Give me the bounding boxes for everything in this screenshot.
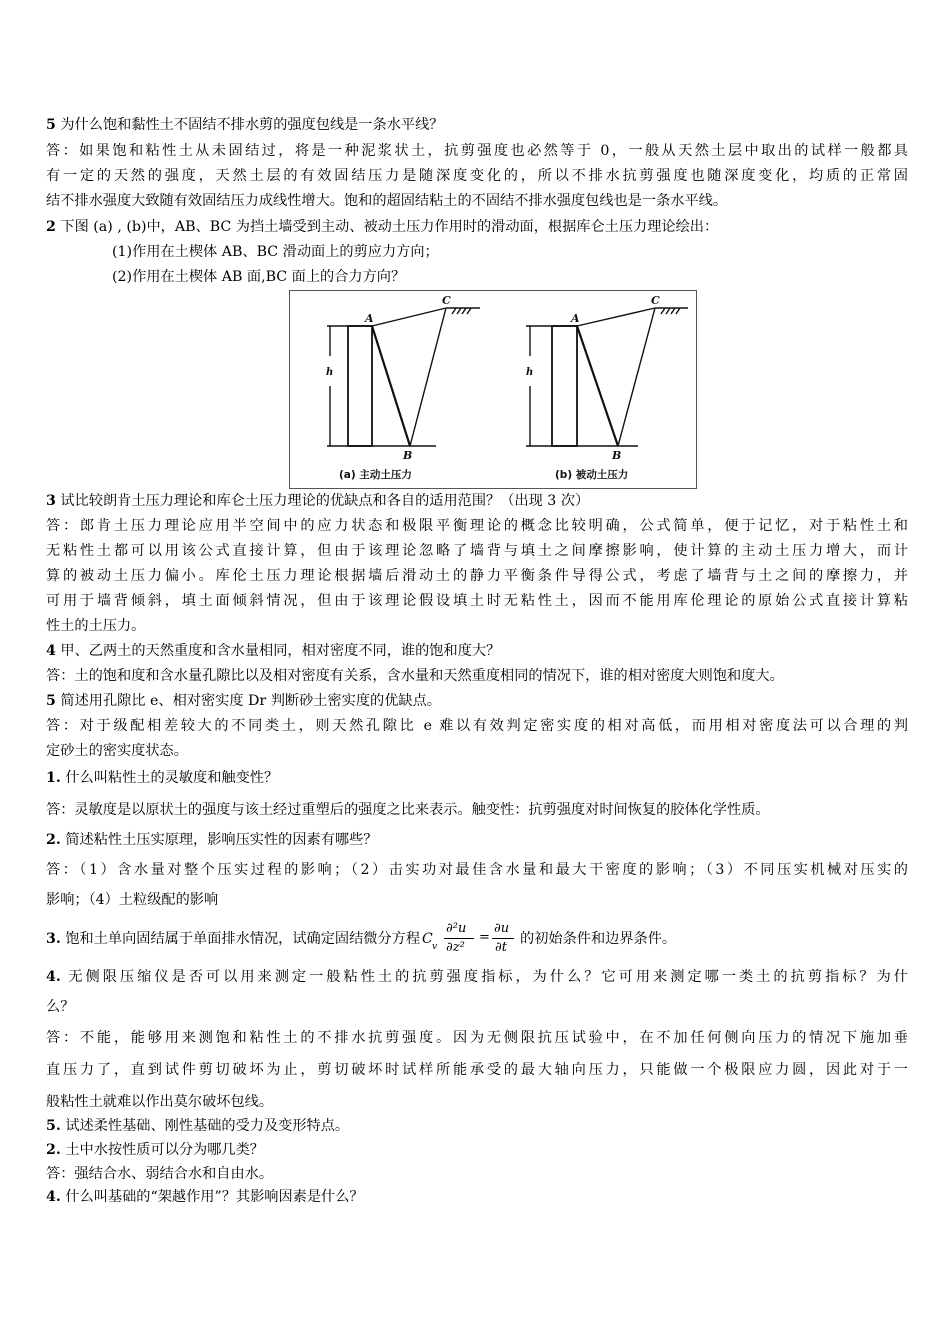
question-heading xyxy=(46,1140,264,1160)
question-text: 什么叫基础的“架越作用”？其影响因素是什么？ xyxy=(65,1189,364,1205)
question-heading xyxy=(46,967,908,987)
point-label-b: B xyxy=(403,449,413,462)
sub-question: (2)作用在土楔体 AB 面,BC 面上的合力方向？ xyxy=(112,269,406,285)
question-heading xyxy=(46,691,441,711)
question-heading xyxy=(46,641,500,661)
question-text: 么？ xyxy=(46,999,75,1015)
answer-line: 答：如果饱和粘性土从未固结过，将是一种泥浆状土，抗剪强度也必然等于 0，一般从天然土层中取出的试样一般都具 xyxy=(46,143,908,159)
question-heading xyxy=(46,768,278,788)
answer-line: 答：强结合水、弱结合水和自由水。 xyxy=(46,1166,274,1182)
answer-line: 性土的土压力。 xyxy=(46,618,146,634)
point-label-a: A xyxy=(571,312,580,325)
answer-line: 直压力了，直到试件剪切破坏为止，剪切破坏时试样所能承受的最大轴向压力，只能做一个极限应力圆，因此对于一 xyxy=(46,1062,908,1078)
height-label: h xyxy=(326,367,334,378)
question-number: 2. xyxy=(46,832,61,848)
question-number: 4. xyxy=(46,1189,61,1205)
answer-line: 算的被动土压力偏小。库伦土压力理论根据墙后滑动土的静力平衡条件导得公式，考虑了墙背与土之间的摩擦力，并 xyxy=(46,568,908,584)
consolidation-equation xyxy=(422,921,518,957)
equation-subscript: v xyxy=(432,942,438,952)
question-number: 5 xyxy=(46,117,56,133)
question-text: 的初始条件和边界条件。 xyxy=(520,931,677,947)
question-heading xyxy=(46,1116,349,1136)
answer-line: 答：灵敏度是以原状土的强度与该土经过重塑后的强度之比来表示。触变性：抗剪强度对时间恢复的胶体化学性质。 xyxy=(46,802,770,818)
question-text: 简述用孔隙比 e、相对密实度 Dr 判断砂土密实度的优缺点。 xyxy=(60,693,441,709)
figure-caption-a: (a) 主动土压力 xyxy=(339,469,412,481)
equation-equals: = xyxy=(479,930,490,945)
equation-denominator: ∂z² xyxy=(446,940,465,955)
question-number: 3. xyxy=(46,931,61,947)
question-number: 1. xyxy=(46,770,61,786)
answer-line: 影响；（4）土粒级配的影响 xyxy=(46,892,219,908)
question-text: 饱和土单向固结属于单面排水情况，试确定固结微分方程 xyxy=(65,931,421,947)
answer-line: 答：对于级配相差较大的不同类土，则天然孔隙比 e 难以有效判定密实度的相对高低，而用相对密度法可以合理的判 xyxy=(46,718,908,734)
equation-numerator: ∂u xyxy=(494,921,510,936)
height-label: h xyxy=(526,367,534,378)
question-number: 5 xyxy=(46,693,56,709)
equation-denominator: ∂t xyxy=(495,940,507,955)
question-text: 无侧限压缩仪是否可以用来测定一般粘性土的抗剪强度指标，为什么？它可用来测定哪一类土的抗剪指标？为什 xyxy=(68,969,908,985)
question-text: 什么叫粘性土的灵敏度和触变性？ xyxy=(65,770,279,786)
answer-line: 无粘性土都可以用该公式直接计算，但由于该理论忽略了墙背与填土之间摩擦影响，使计算的主动土压力增大，而计 xyxy=(46,543,908,559)
answer-line: 可用于墙背倾斜，填土面倾斜情况，但由于该理论假设填土时无粘性土，因而不能用库伦理论的原始公式直接计算粘 xyxy=(46,593,908,609)
question-number: 3 xyxy=(46,493,56,509)
answer-line: 答：郎肯土压力理论应用半空间中的应力状态和极限平衡理论的概念比较明确，公式简单，便于记忆，对于粘性土和 xyxy=(46,518,908,534)
answer-line: 答：不能，能够用来测饱和粘性土的不排水抗剪强度。因为无侧限抗压试验中，在不加任何侧向压力的情况下施加垂 xyxy=(46,1030,908,1046)
question-number: 2 xyxy=(46,219,56,235)
answer-line: 般粘性土就难以作出莫尔破坏包线。 xyxy=(46,1094,274,1110)
answer-line: 定砂土的密实度状态。 xyxy=(46,743,188,759)
point-label-a: A xyxy=(365,312,374,325)
question-text: 甲、乙两土的天然重度和含水量相同，相对密度不同，谁的饱和度大？ xyxy=(60,643,501,659)
answer-line: 答：（1）含水量对整个压实过程的影响；（2）击实功对最佳含水量和最大干密度的影响；（3）不同压实机械对压实的 xyxy=(46,862,908,878)
question-text: 简述粘性土压实原理，影响压实性的因素有哪些？ xyxy=(65,832,378,848)
question-heading xyxy=(46,830,377,850)
question-number: 4 xyxy=(46,643,56,659)
point-label-b: B xyxy=(612,449,622,462)
answer-line: 答：土的饱和度和含水量孔隙比以及相对密度有关系，含水量和天然重度相同的情况下，谁的相对密度大则饱和度大。 xyxy=(46,668,784,684)
question-heading xyxy=(46,491,589,511)
answer-line: 结不排水强度大致随有效固结压力成线性增大。饱和的超固结粘土的不固结不排水强度包线也是一条水平线。 xyxy=(46,193,728,209)
sub-question: (1)作用在土楔体 AB、BC 滑动面上的剪应力方向； xyxy=(112,244,439,260)
figure-caption-b: (b) 被动土压力 xyxy=(555,469,629,481)
point-label-c: C xyxy=(651,294,660,307)
question-text: 试述柔性基础、刚性基础的受力及变形特点。 xyxy=(65,1118,350,1134)
question-heading xyxy=(46,217,718,237)
question-heading xyxy=(46,921,676,957)
question-number: 5. xyxy=(46,1118,61,1134)
question-number: 2. xyxy=(46,1142,61,1158)
answer-line: 有一定的天然的强度，天然土层的有效固结压力是随深度变化的，所以不排水抗剪强度也随深度变化，均质的正常固 xyxy=(46,168,908,184)
question-heading xyxy=(46,1187,364,1207)
question-text: 下图 (a) , (b)中，AB、BC 为挡土墙受到主动、被动土压力作用时的滑动面，根据库仑土压力理论绘出： xyxy=(60,219,719,235)
question-number: 4. xyxy=(46,969,61,985)
question-heading xyxy=(46,115,443,135)
question-text: 试比较朗肯土压力理论和库仑土压力理论的优缺点和各自的适用范围？（出现 3 次） xyxy=(60,493,590,509)
question-text: 土中水按性质可以分为哪几类？ xyxy=(65,1142,264,1158)
retaining-wall-figure xyxy=(289,290,697,489)
equation-numerator: ∂²u xyxy=(446,921,467,936)
point-label-c: C xyxy=(442,294,451,307)
equation-coefficient: C xyxy=(422,931,433,947)
question-text: 为什么饱和黏性土不固结不排水剪的强度包线是一条水平线？ xyxy=(60,117,444,133)
